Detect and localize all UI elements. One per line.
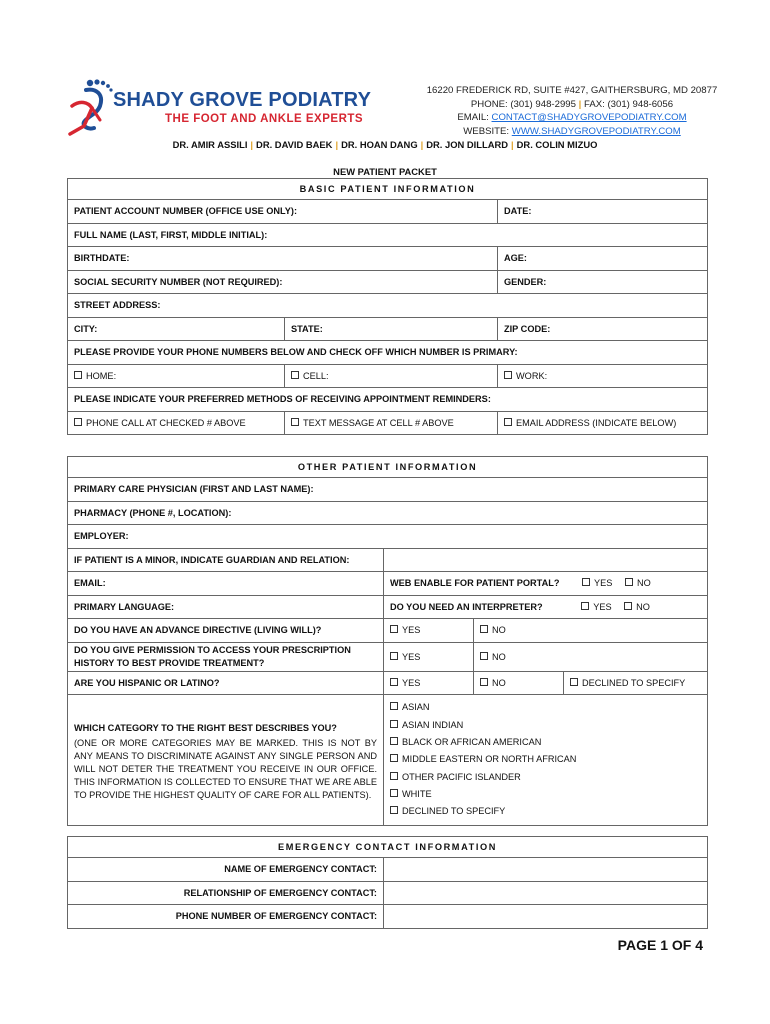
ethnicity-options — [384, 695, 708, 826]
guardian-input[interactable] — [384, 548, 708, 572]
full-name-field[interactable]: FULL NAME (LAST, FIRST, MIDDLE INITIAL): — [68, 223, 708, 247]
reminder-text-option[interactable]: TEXT MESSAGE AT CELL # ABOVE — [285, 411, 498, 435]
emergency-phone-label: PHONE NUMBER OF EMERGENCY CONTACT: — [68, 905, 384, 929]
hispanic-declined[interactable]: DECLINED TO SPECIFY — [564, 671, 708, 695]
ethnicity-option-declined[interactable]: DECLINED TO SPECIFY — [390, 803, 701, 820]
reminder-prompt: PLEASE INDICATE YOUR PREFERRED METHODS OF RECEIVING APPOINTMENT REMINDERS: — [68, 388, 708, 412]
doctor-name: DR. DAVID BAEK — [256, 139, 333, 150]
date-field[interactable]: DATE: — [498, 200, 708, 224]
website-label: WEBSITE: — [463, 125, 510, 137]
pcp-field[interactable]: PRIMARY CARE PHYSICIAN (FIRST AND LAST NAME): — [68, 478, 708, 502]
home-phone-field[interactable]: HOME: — [68, 364, 285, 388]
cell-phone-field[interactable]: CELL: — [285, 364, 498, 388]
hispanic-question: ARE YOU HISPANIC OR LATINO? — [68, 671, 384, 695]
logo-tagline: THE FOOT AND ANKLE EXPERTS — [165, 113, 364, 125]
interpreter-no[interactable]: NO — [624, 602, 650, 612]
birthdate-field[interactable]: BIRTHDATE: — [68, 247, 498, 271]
directive-no[interactable]: NO — [474, 619, 708, 643]
directive-yes[interactable]: YES — [384, 619, 474, 643]
packet-title: NEW PATIENT PACKET — [333, 166, 437, 177]
ethnicity-question-title: WHICH CATEGORY TO THE RIGHT BEST DESCRIBES YOU? — [74, 723, 337, 733]
gender-field[interactable]: GENDER: — [498, 270, 708, 294]
checkbox[interactable] — [504, 371, 512, 379]
age-field[interactable]: AGE: — [498, 247, 708, 271]
permission-no[interactable]: NO — [474, 642, 708, 671]
street-address-field[interactable]: STREET ADDRESS: — [68, 294, 708, 318]
contact-block — [400, 84, 744, 138]
interpreter-question: DO YOU NEED AN INTERPRETER? YES NO — [384, 595, 708, 619]
ethnicity-option-white[interactable]: WHITE — [390, 786, 701, 803]
email-label: EMAIL: — [457, 112, 489, 123]
email-field[interactable]: EMAIL: — [68, 572, 384, 596]
phone-fax: PHONE: (301) 948-2995 | FAX: (301) 948-6056 — [470, 98, 674, 110]
emergency-name-label: NAME OF EMERGENCY CONTACT: — [68, 858, 384, 882]
website-link[interactable]: WWW.SHADYGROVEPODIATRY.COM — [511, 125, 681, 137]
emergency-table — [67, 836, 708, 929]
emergency-relationship-label: RELATIONSHIP OF EMERGENCY CONTACT: — [68, 881, 384, 905]
ethnicity-question — [68, 695, 384, 826]
portal-no[interactable]: NO — [625, 578, 651, 588]
section-title-basic: BASIC PATIENT INFORMATION — [68, 179, 708, 200]
state-field[interactable]: STATE: — [285, 317, 498, 341]
guardian-label: IF PATIENT IS A MINOR, INDICATE GUARDIAN AND RELATION: — [68, 548, 384, 572]
page-number: PAGE 1 OF 4 — [617, 937, 703, 953]
doctor-name: DR. HOAN DANG — [341, 139, 418, 150]
directive-question: DO YOU HAVE AN ADVANCE DIRECTIVE (LIVING WILL)? — [68, 619, 384, 643]
ethnicity-option-asian[interactable]: ASIAN — [390, 699, 701, 716]
pharmacy-field[interactable]: PHARMACY (PHONE #, LOCATION): — [68, 501, 708, 525]
email-link[interactable]: CONTACT@SHADYGROVEPODIATRY.COM — [491, 112, 687, 123]
hispanic-yes[interactable]: YES — [384, 671, 474, 695]
doctor-name: DR. JON DILLARD — [426, 139, 509, 150]
ethnicity-option-pacific[interactable]: OTHER PACIFIC ISLANDER — [390, 769, 701, 786]
language-field[interactable]: PRIMARY LANGUAGE: — [68, 595, 384, 619]
address: 16220 FREDERICK RD, SUITE #427, GAITHERSBURG, MD 20877 — [426, 85, 718, 96]
checkbox[interactable] — [504, 418, 512, 426]
phone: PHONE: (301) 948-2995 — [470, 98, 576, 110]
permission-yes[interactable]: YES — [384, 642, 474, 671]
doctor-name: DR. COLIN MIZUO — [516, 139, 598, 150]
zip-field[interactable]: ZIP CODE: — [498, 317, 708, 341]
section-title-other: OTHER PATIENT INFORMATION — [68, 457, 708, 478]
basic-info-table — [67, 178, 708, 435]
work-phone-field[interactable]: WORK: — [498, 364, 708, 388]
interpreter-yes[interactable]: YES — [581, 602, 611, 612]
portal-question: WEB ENABLE FOR PATIENT PORTAL? YES NO — [384, 572, 708, 596]
checkbox[interactable] — [74, 418, 82, 426]
logo-title: SHADY GROVE PODIATRY — [113, 89, 372, 111]
website-line — [400, 125, 744, 139]
doctor-list: DR. AMIR ASSILI | DR. DAVID BAEK | DR. HOAN DANG | DR. JON DILLARD | DR. COLIN MIZUO — [172, 139, 598, 150]
reminder-email-option[interactable]: EMAIL ADDRESS (INDICATE BELOW) — [498, 411, 708, 435]
doctor-name: DR. AMIR ASSILI — [172, 139, 248, 150]
other-info-table — [67, 456, 708, 826]
emergency-name-input[interactable] — [384, 858, 708, 882]
permission-question: DO YOU GIVE PERMISSION TO ACCESS YOUR PRESCRIPTION HISTORY TO BEST PROVIDE TREATMENT? — [68, 642, 384, 671]
section-title-emergency: EMERGENCY CONTACT INFORMATION — [68, 837, 708, 858]
ethnicity-option-asian-indian[interactable]: ASIAN INDIAN — [390, 717, 701, 734]
ethnicity-option-black[interactable]: BLACK OR AFRICAN AMERICAN — [390, 734, 701, 751]
checkbox[interactable] — [291, 418, 299, 426]
phone-prompt: PLEASE PROVIDE YOUR PHONE NUMBERS BELOW AND CHECK OFF WHICH NUMBER IS PRIMARY: — [68, 341, 708, 365]
emergency-phone-input[interactable] — [384, 905, 708, 929]
city-field[interactable]: CITY: — [68, 317, 285, 341]
ethnicity-option-mena[interactable]: MIDDLE EASTERN OR NORTH AFRICAN — [390, 751, 701, 768]
account-number-field[interactable]: PATIENT ACCOUNT NUMBER (OFFICE USE ONLY): — [68, 200, 498, 224]
employer-field[interactable]: EMPLOYER: — [68, 525, 708, 549]
reminder-phone-option[interactable]: PHONE CALL AT CHECKED # ABOVE — [68, 411, 285, 435]
portal-yes[interactable]: YES — [582, 578, 612, 588]
ssn-field[interactable]: SOCIAL SECURITY NUMBER (NOT REQUIRED): — [68, 270, 498, 294]
ethnicity-note: (ONE OR MORE CATEGORIES MAY BE MARKED. THIS IS NOT BY ANY MEANS TO DISCRIMINATE AGAINST ANY SINGLE PERSON AND WILL NOT DETER THE TREATMENT YOU RECEIVE IN OUR OFFICE. THIS INFORMATION IS COLLECTED TO ENSURE THAT WE ARE ABLE TO PROVIDE THE HIGHEST QUALITY OF CARE FOR ALL PATIENTS). — [74, 738, 377, 800]
fax: FAX: (301) 948-6056 — [584, 98, 674, 110]
emergency-relationship-input[interactable] — [384, 881, 708, 905]
email-line — [400, 111, 744, 125]
checkbox[interactable] — [291, 371, 299, 379]
checkbox[interactable] — [74, 371, 82, 379]
hispanic-no[interactable]: NO — [474, 671, 564, 695]
